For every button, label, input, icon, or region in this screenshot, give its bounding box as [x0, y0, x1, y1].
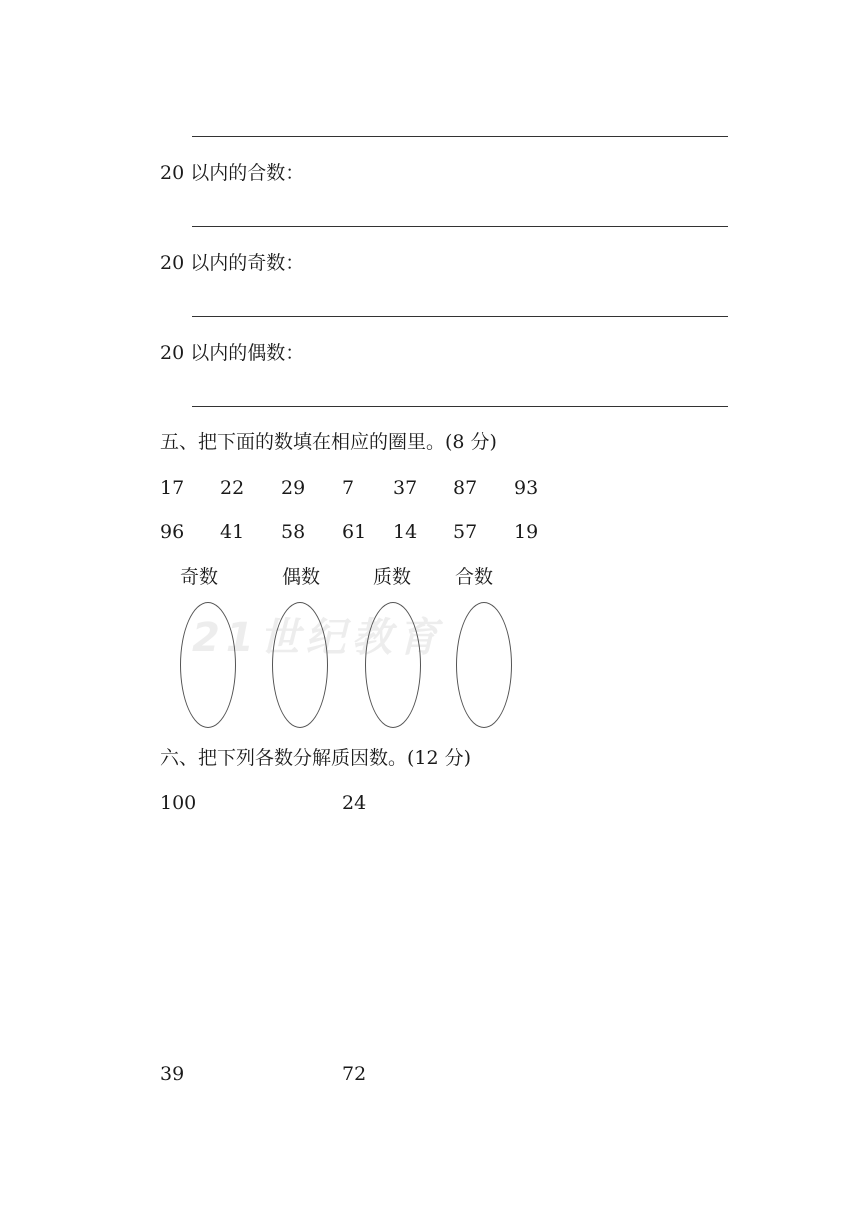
- circle-label-odd: 奇数: [180, 566, 219, 588]
- factor-number: 100: [160, 792, 197, 814]
- odd-numbers-label: 20 以内的奇数：: [160, 252, 305, 274]
- factor-number: 72: [342, 1063, 367, 1085]
- number-item: 22: [220, 477, 245, 499]
- section6-heading: 六、把下列各数分解质因数。(12 分): [160, 747, 472, 769]
- even-circle[interactable]: [272, 602, 328, 728]
- number-item: 57: [453, 521, 478, 543]
- number-item: 58: [281, 521, 306, 543]
- even-numbers-label: 20 以内的偶数：: [160, 342, 305, 364]
- answer-line-1: [192, 136, 728, 137]
- composite-numbers-label: 20 以内的合数：: [160, 162, 305, 184]
- circle-label-even: 偶数: [282, 566, 321, 588]
- odd-circle[interactable]: [180, 602, 236, 728]
- circle-label-prime: 质数: [373, 566, 412, 588]
- number-item: 41: [220, 521, 245, 543]
- answer-line-even[interactable]: [192, 406, 728, 407]
- prime-circle[interactable]: [365, 602, 421, 728]
- number-item: 17: [160, 477, 185, 499]
- number-item: 87: [453, 477, 478, 499]
- watermark-logo: 21世纪教育: [192, 615, 444, 661]
- circle-label-composite: 合数: [455, 566, 494, 588]
- factor-number: 39: [160, 1063, 185, 1085]
- number-item: 93: [514, 477, 539, 499]
- number-item: 61: [342, 521, 367, 543]
- number-item: 29: [281, 477, 306, 499]
- number-item: 14: [393, 521, 418, 543]
- number-item: 19: [514, 521, 539, 543]
- section5-heading: 五、把下面的数填在相应的圈里。(8 分): [160, 431, 497, 453]
- factor-number: 24: [342, 792, 367, 814]
- number-item: 7: [342, 477, 355, 499]
- number-item: 96: [160, 521, 185, 543]
- answer-line-composite[interactable]: [192, 226, 728, 227]
- answer-line-odd[interactable]: [192, 316, 728, 317]
- composite-circle[interactable]: [456, 602, 512, 728]
- number-item: 37: [393, 477, 418, 499]
